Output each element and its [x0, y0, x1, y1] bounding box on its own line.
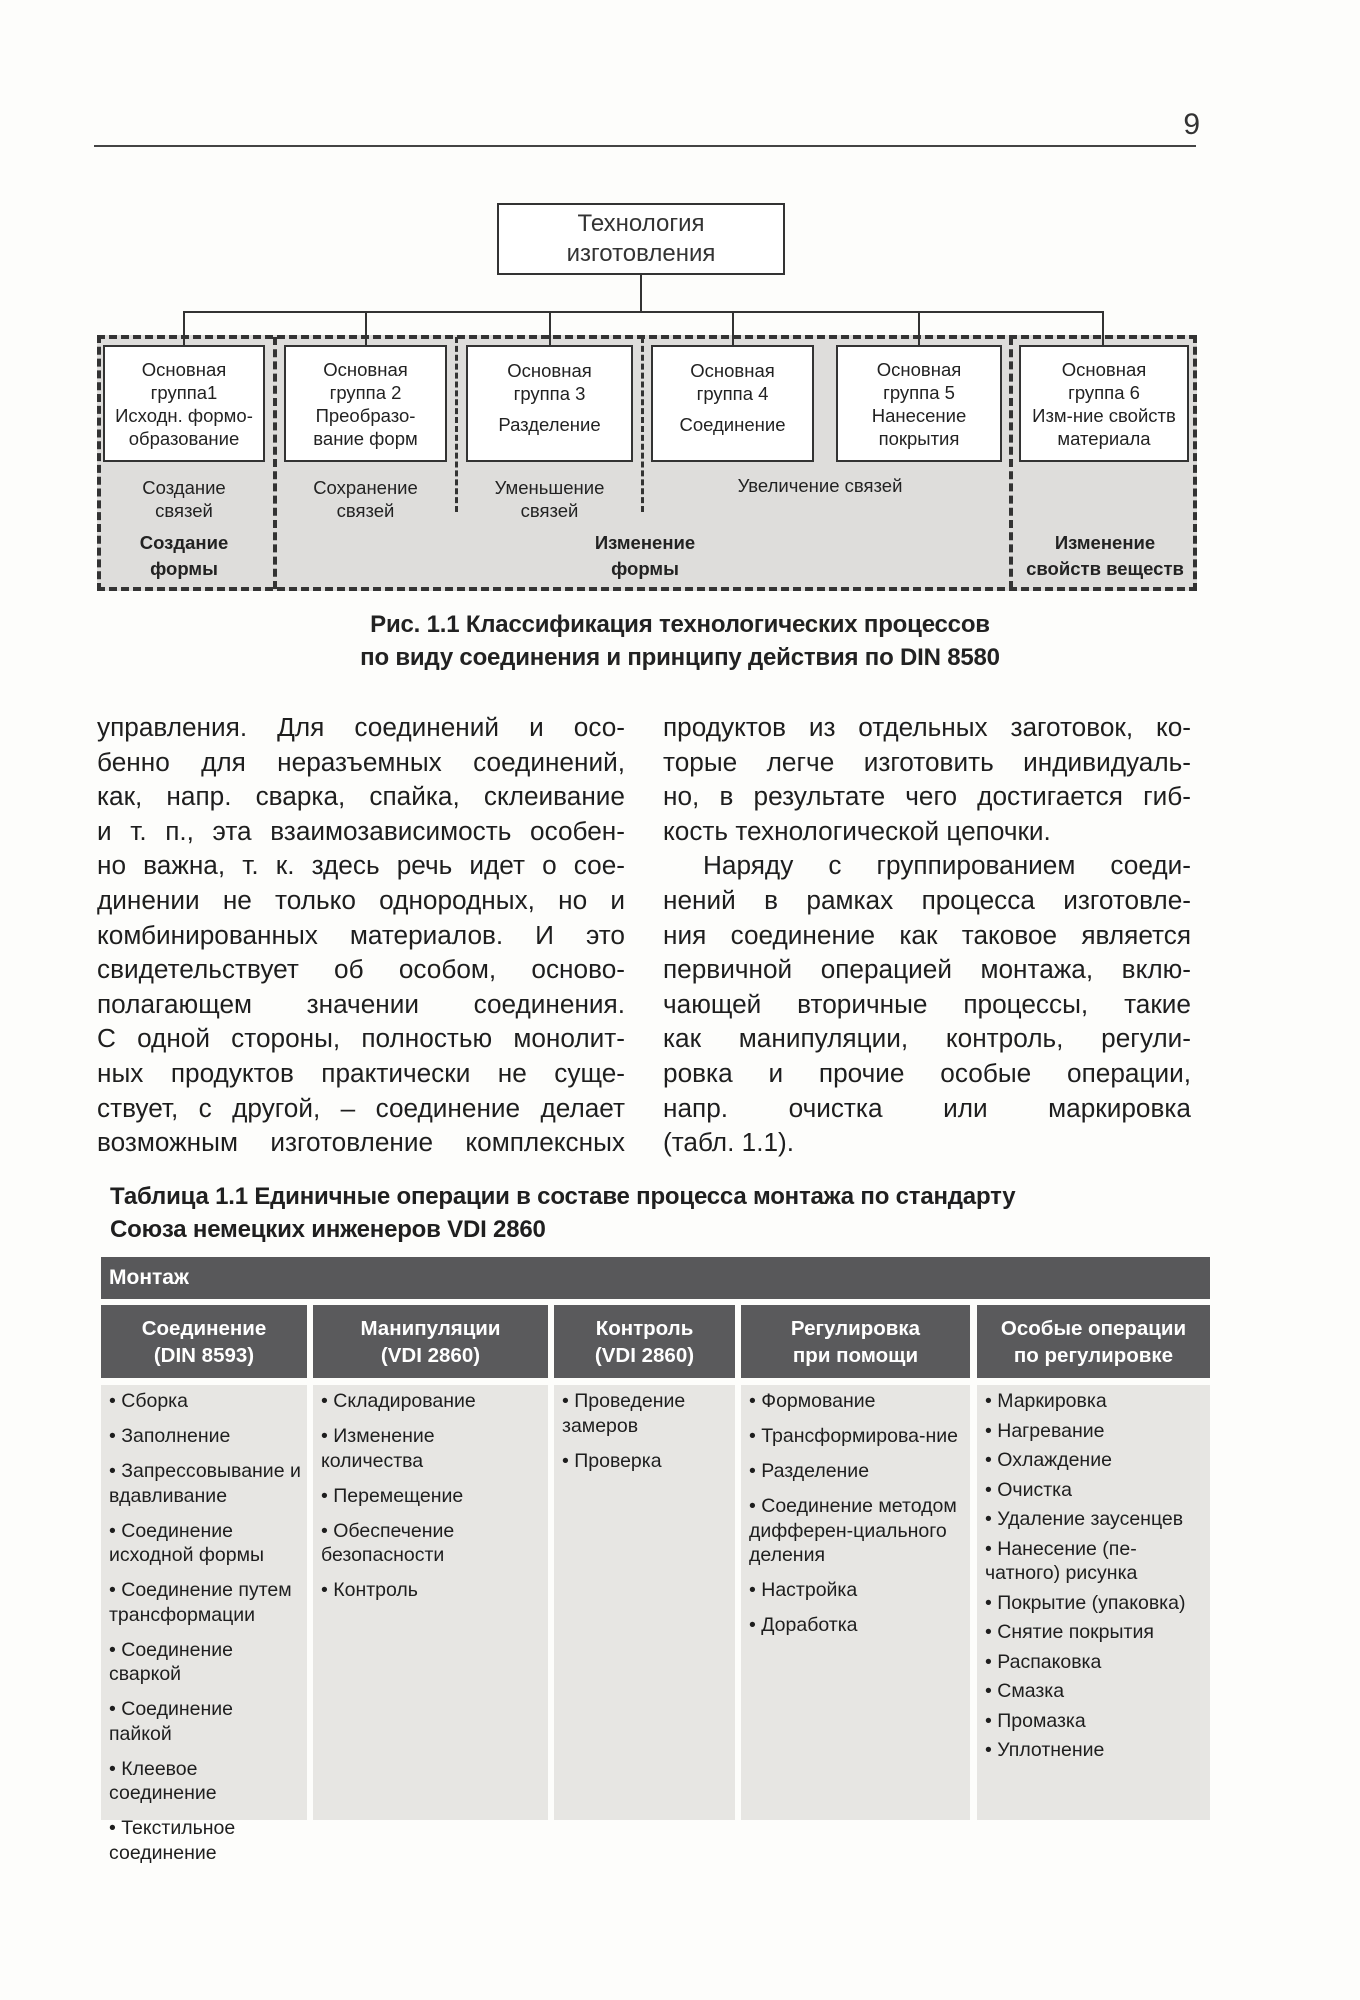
- group-number: группа 4: [696, 383, 769, 404]
- group-box-2: [284, 345, 447, 462]
- group-number: группа 5: [883, 381, 955, 403]
- group-subtitle: покрытия: [878, 427, 960, 449]
- stem-4: [732, 311, 734, 345]
- bus-line: [183, 311, 1102, 313]
- category-change-form: Изменение формы: [594, 532, 696, 579]
- text-line: динении не только однородных, но и: [97, 884, 625, 915]
- table-list-item: • Обеспечение безопасности: [321, 1519, 455, 1566]
- text-line: управления. Для соединений и осо-: [97, 712, 625, 742]
- stem-3: [549, 311, 551, 345]
- table-list-item: • Настройка: [749, 1579, 858, 1601]
- column-header-joining: Соединение (DIN 8593): [101, 1305, 307, 1378]
- table-list-item: • Текстильное соединение: [109, 1817, 236, 1864]
- group-subtitle: Изм-ние свойств: [1032, 404, 1176, 426]
- table-list-item: • Удаление заусенцев: [985, 1508, 1184, 1530]
- group-box-4: [651, 345, 814, 462]
- table-list-item: • Сборка: [109, 1390, 188, 1412]
- table-list-item: • Изменение количества: [321, 1425, 435, 1472]
- table-list-item: • Соединение методом дифферен-циального деления: [749, 1495, 957, 1566]
- stem-5: [918, 311, 920, 345]
- text-line: (табл. 1.1).: [663, 1127, 795, 1158]
- group-title: Основная: [141, 358, 227, 380]
- table-list-item: • Разделение: [749, 1460, 870, 1482]
- group-subtitle: Соединение: [679, 414, 786, 435]
- group-box-5: [836, 345, 1002, 462]
- text-line: но важна, т. к. здесь речь идет о сое-: [97, 850, 625, 881]
- table-list-item: • Проведение замеров: [562, 1390, 686, 1437]
- group-subtitle: вание форм: [313, 427, 418, 449]
- text-line: свидетельствует об особом, осново-: [97, 954, 625, 985]
- text-line: С одной стороны, полностью монолит-: [97, 1023, 625, 1054]
- text-line: ния соединение как таковое является: [663, 919, 1191, 950]
- text-line: бенно для неразъемных соединений,: [97, 746, 625, 777]
- table-list-item: • Складирование: [321, 1390, 476, 1412]
- table-title: [110, 1180, 1210, 1246]
- table-list-item: • Очистка: [985, 1478, 1072, 1501]
- column-header-control: Контроль (VDI 2860): [554, 1305, 735, 1378]
- classification-diagram: [0, 0, 1360, 700]
- stem-2: [365, 311, 367, 345]
- group-subtitle: Преобразо-: [315, 404, 416, 426]
- bond-label-keep: Сохранение связей: [313, 477, 418, 521]
- text-line: ствует, с другой, – соединение делает: [97, 1092, 625, 1123]
- group-subtitle: образование: [128, 427, 240, 449]
- text-line: чающей вторичные процессы, такие: [663, 988, 1191, 1019]
- group-number: группа 6: [1068, 381, 1140, 403]
- text-line: но, в результате чего достигается гиб-: [663, 781, 1191, 812]
- text-line: как, напр. сварка, спайка, склеивание: [97, 781, 625, 812]
- column-header-handling: Манипуляции (VDI 2860): [313, 1305, 548, 1378]
- column-header-special: Особые операции по регулировке: [977, 1305, 1210, 1378]
- text-line: комбинированных материалов. И это: [97, 919, 625, 950]
- table-list-item: • Проверка: [562, 1449, 662, 1472]
- caption-line-1: Рис. 1.1 Классификация технологических процессов: [370, 611, 990, 638]
- table-list-item: • Нанесение (пе-чатного) рисунка: [985, 1537, 1138, 1584]
- table-list-item: • Покрытие (упаковка): [985, 1591, 1186, 1614]
- text-line: нений в рамках процесса изготовле-: [663, 884, 1191, 915]
- group-box-1: [103, 345, 265, 462]
- group-subtitle: Исходн. формо-: [115, 404, 253, 426]
- bond-label-increase: Увеличение связей: [737, 475, 903, 496]
- column-body-special: [977, 1385, 1210, 1820]
- group-subtitle: Разделение: [498, 414, 601, 435]
- separator-3: [641, 337, 644, 512]
- category-change-properties: Изменение свойств веществ: [1026, 532, 1184, 579]
- text-line: ровка и прочие особые операции,: [663, 1057, 1191, 1088]
- column-body-adjustment: [741, 1385, 970, 1820]
- column-body-handling: [313, 1385, 548, 1820]
- column-body-control: [554, 1385, 735, 1820]
- text-line: торые легче изготовить индивидуаль-: [663, 746, 1191, 777]
- text-line: кость технологической цепочки.: [663, 815, 1051, 846]
- column-body-joining: [101, 1385, 307, 1864]
- table-list-item: • Распаковка: [985, 1650, 1102, 1673]
- root-box: [497, 203, 785, 275]
- text-line: напр. очистка или маркировка: [663, 1092, 1191, 1123]
- text-line: ных продуктов практически не суще-: [97, 1057, 625, 1088]
- table-title-line-1: Таблица 1.1 Единичные операции в составе процесса монтажа по стандарту: [110, 1183, 1016, 1210]
- root-line-2: изготовления: [566, 240, 716, 267]
- table-list-item: • Доработка: [749, 1614, 858, 1636]
- table-list-item: • Клеевое соединение: [109, 1757, 217, 1804]
- group-title: Основная: [876, 358, 962, 380]
- group-title: Основная: [323, 358, 408, 380]
- table-list-item: • Формование: [749, 1390, 876, 1412]
- table-list-item: • Уплотнение: [985, 1739, 1105, 1761]
- group-title: Основная: [690, 360, 775, 381]
- table-list-item: • Соединение пайкой: [109, 1698, 233, 1745]
- table-list-item: • Нагревание: [985, 1419, 1105, 1442]
- column-header-adjustment: Регулировка при помощи: [741, 1305, 970, 1378]
- text-line: как манипуляции, контроль, регули-: [663, 1023, 1191, 1054]
- group-box-6: [1019, 345, 1189, 462]
- table-list-item: • Перемещение: [321, 1484, 464, 1507]
- text-line: полагающем значении соединения.: [97, 988, 625, 1019]
- table-list-item: • Заполнение: [109, 1425, 231, 1447]
- table-group-header: Монтаж: [101, 1257, 1210, 1299]
- figure-caption: [140, 608, 1220, 674]
- table-title-line-2: Союза немецких инженеров VDI 2860: [110, 1216, 546, 1243]
- table-list-item: • Охлаждение: [985, 1449, 1112, 1471]
- group-box-3: [466, 345, 633, 462]
- bond-label-create: Создание связей: [142, 477, 226, 521]
- table-list-item: • Промазка: [985, 1709, 1086, 1732]
- root-line-1: Технология: [577, 210, 705, 237]
- table-list-item: • Соединение сваркой: [109, 1638, 233, 1685]
- text-line: первичной операцией монтажа, вклю-: [663, 954, 1191, 985]
- table-list-item: • Соединение исходной формы: [109, 1519, 265, 1566]
- text-line: продуктов из отдельных заготовок, ко-: [663, 712, 1191, 742]
- group-title: Основная: [1061, 358, 1147, 380]
- table-list-item: • Снятие покрытия: [985, 1621, 1154, 1643]
- table-list-item: • Запрессовывание и вдавливание: [109, 1460, 301, 1507]
- table-list-item: • Смазка: [985, 1680, 1065, 1702]
- group-title: Основная: [507, 360, 592, 381]
- table-list-item: • Трансформирова-ние: [749, 1425, 958, 1447]
- text-line: Наряду с группированием соеди-: [703, 850, 1191, 881]
- bond-label-reduce: Уменьшение связей: [494, 477, 605, 521]
- stem-1: [183, 311, 185, 345]
- group-subtitle: материала: [1057, 427, 1151, 449]
- page-number: 9: [1183, 108, 1200, 141]
- separator-1: [273, 337, 277, 589]
- table-list-item: • Соединение путем трансформации: [109, 1579, 292, 1626]
- group-number: группа1: [150, 381, 218, 403]
- text-column-left: [97, 710, 625, 1160]
- text-column-right: [663, 710, 1191, 1160]
- group-number: группа 2: [329, 381, 402, 403]
- table-list-item: • Контроль: [321, 1579, 418, 1601]
- root-connector: [640, 275, 642, 312]
- group-subtitle: Нанесение: [871, 404, 967, 426]
- table-list-item: • Маркировка: [985, 1390, 1107, 1412]
- category-create-form: Создание формы: [139, 532, 229, 579]
- stem-6: [1102, 311, 1104, 345]
- group-number: группа 3: [513, 383, 586, 404]
- text-line: возможным изготовление комплексных: [97, 1127, 625, 1158]
- separator-2: [455, 337, 458, 512]
- caption-line-2: по виду соединения и принципу действия по DIN 8580: [360, 644, 1000, 671]
- text-line: и т. п., эта взаимозависимость особен-: [97, 815, 625, 846]
